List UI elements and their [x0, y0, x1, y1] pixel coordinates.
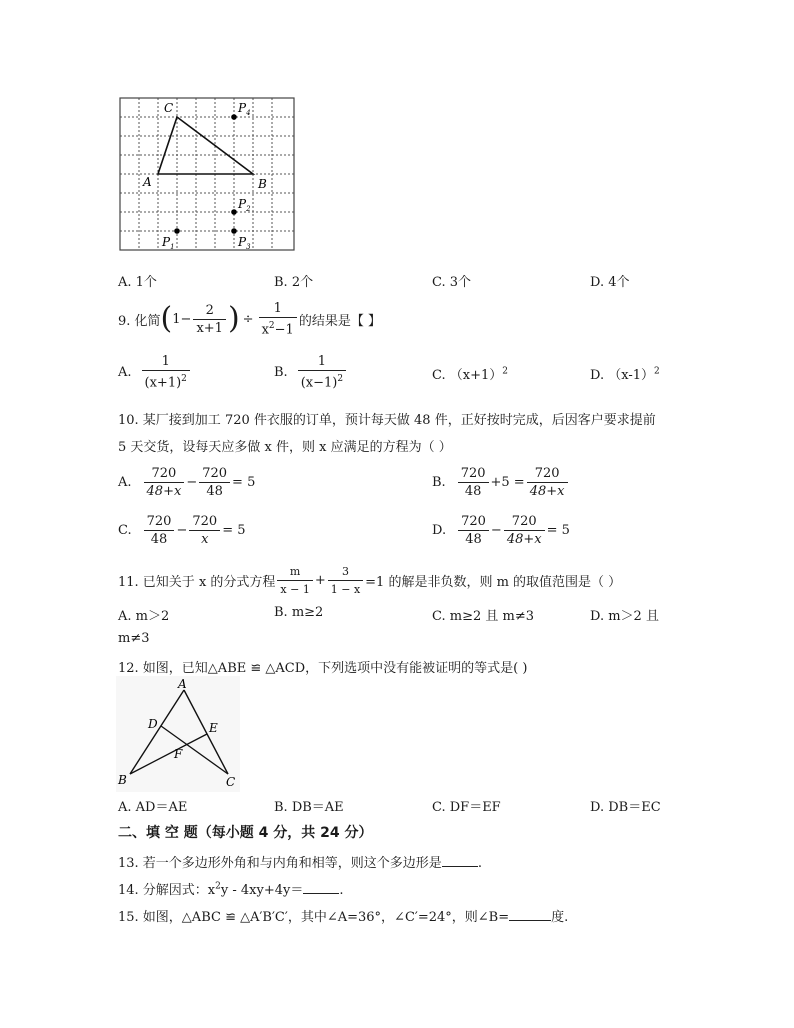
q10-line1: 10. 某厂接到加工 720 件衣服的订单，预计每天做 48 件，正好按时完成，后因客户要求提前 — [118, 413, 656, 428]
q14-stem: 14. 分解因式：$x^2y - 4xy+4y=$ . — [118, 881, 344, 898]
triangle-abc — [158, 117, 253, 174]
label-p1: $P_1$ — [162, 235, 175, 251]
q8-option-a[interactable]: A. 1个 — [118, 275, 157, 290]
q12-option-d[interactable]: D. DB＝EC — [590, 800, 661, 815]
q10-option-c[interactable]: C. $\frac{720}{48}$ − $\frac{720}{x}$ = 5 — [118, 513, 246, 547]
label-p3: $P_3$ — [238, 235, 251, 251]
q12-label-d: D — [148, 717, 158, 731]
q10-line2: 5 天交货，设每天应多做 x 件，则 x 应满足的方程为（ ） — [118, 440, 452, 455]
q13-stem: 13. 若一个多边形外角和与内角和相等，则这个多边形是 . — [118, 856, 482, 871]
q13-answer-blank[interactable] — [442, 854, 478, 867]
point-p4 — [231, 114, 237, 120]
q10-option-a[interactable]: A. $\frac{720}{48+x}$ − $\frac{720}{48}$ = 5 — [118, 465, 256, 499]
q14-answer-blank[interactable] — [303, 881, 339, 894]
q9-frac1: $\frac{2}{x+1}$ — [193, 302, 226, 337]
q11-option-c[interactable]: C. m≥2 且 m≠3 — [432, 609, 534, 624]
q12-label-f: F — [174, 747, 183, 761]
q12-option-c[interactable]: C. DF＝EF — [432, 800, 501, 815]
label-c: C — [164, 101, 174, 115]
q11-option-b[interactable]: B. m≥2 — [274, 605, 324, 620]
q9-option-a[interactable]: A. $\frac{1}{(x+1)^2}$ — [118, 352, 192, 392]
q8-option-b[interactable]: B. 2个 — [274, 275, 314, 290]
q12-label-c: C — [226, 775, 236, 789]
q12-label-e: E — [209, 721, 218, 735]
q10-option-d[interactable]: D. $\frac{720}{48}$ − $\frac{720}{48+x}$ = 5 — [432, 513, 570, 547]
q8-grid-figure — [118, 96, 298, 256]
q9-prefix: 9. 化简 — [118, 313, 161, 329]
point-p2 — [231, 209, 237, 215]
q12-option-b[interactable]: B. DB＝AE — [274, 800, 344, 815]
q9-frac2: $\frac{1}{x^2-1}$ — [259, 300, 297, 338]
label-b: B — [258, 177, 267, 191]
q15-answer-blank[interactable] — [509, 908, 551, 921]
q11-option-a[interactable]: A. m＞2 — [118, 609, 170, 624]
point-p3 — [231, 228, 237, 234]
q12-label-a: A — [178, 677, 187, 691]
q12-label-b: B — [118, 773, 127, 787]
label-p2: $P_2$ — [238, 197, 251, 213]
point-p1 — [174, 228, 180, 234]
q9-option-c[interactable]: C. $(x+1)^2$ — [432, 366, 508, 383]
section-heading: 二、填 空 题（每小题 4 分，共 24 分） — [118, 825, 373, 841]
q15-stem: 15. 如图，△ABC ≌ △A′B′C′，其中∠A=36°，∠C′=24°，则∠B= 度. — [118, 910, 569, 925]
q8-option-c[interactable]: C. 3个 — [432, 275, 472, 290]
q12-option-a[interactable]: A. AD＝AE — [118, 800, 188, 815]
q9-suffix: 的结果是【 】 — [298, 313, 381, 329]
q9-option-b[interactable]: B. $\frac{1}{(x-1)^2}$ — [274, 352, 348, 392]
label-a: A — [143, 175, 152, 189]
q11-option-d[interactable]: D. m＞2 且 — [590, 609, 659, 624]
q9-option-d[interactable]: D. $(x-1)^2$ — [590, 366, 660, 383]
q11-stem: 11. 已知关于 x 的分式方程 $\frac{m}{x - 1}$ + $\frac{3}{1 - x}$ =1 的解是非负数，则 m 的取值范围是（ ） — [118, 564, 622, 596]
q10-option-b[interactable]: B. $\frac{720}{48}$ +5 = $\frac{720}{48+x}$ — [432, 462, 570, 502]
q12-stem: 12. 如图，已知△ABE ≌ △ACD，下列选项中没有能被证明的等式是( ) — [118, 661, 528, 676]
q11-option-d-wrap: m≠3 — [118, 631, 150, 646]
q12-triangle-figure — [116, 676, 240, 792]
q9-stem: 9. 化简 ( 1 − $\frac{2}{x+1}$ ) ÷ $\frac{1}{x^2-1}$ 的结果是【 】 — [118, 300, 381, 338]
label-p4: $P_4$ — [238, 101, 251, 117]
q8-option-d[interactable]: D. 4个 — [590, 275, 630, 290]
